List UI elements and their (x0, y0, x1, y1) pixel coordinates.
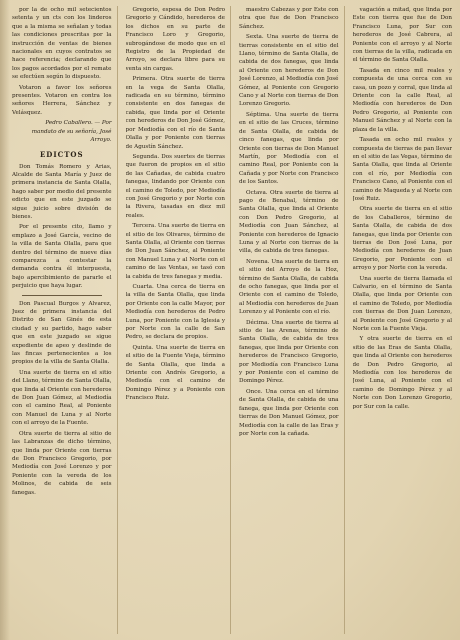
paragraph: Por el presente cito, llamo y emplazo a José García, vecino de la villa de Santa Olalla, para que dentro del término de nueve días comparezca a contestar la demanda contra él interpuesta, bajo apercibimiento de pararle el perjuicio que haya lugar. (12, 224, 112, 290)
paragraph: Otra suerte de tierra en el sitio de los Caballeros, término de Santa Olalla, de cabida de dos fanegas, que linda por Oriente con tierras de Don José Luna, por Mediodía con herederos de Juan Gregorio, por Poniente con el arroyo y por Norte con la vereda. (352, 206, 452, 272)
text-columns (12, 6, 452, 634)
paragraph: vagación a mitad, que linda por Este con tierra que fue de Don Francisco Luna, por Sur con herederos de José Cabrera, al Poniente con el arroyo y al Norte con tierras de la villa, radicada en el término de Santa Olalla. (352, 7, 452, 64)
paragraph: Tercera. Una suerte de tierra en el sitio de los Olivares, término de Santa Olalla, al Oriente con tierras de Don Juan Sánchez, al Poniente con Manuel Luna y al Norte con el camino de las Ventas, se tasó con la cabida de tres fanegas y media. (125, 223, 225, 280)
paragraph: Cuarta. Una cerca de tierra en la villa de Santa Olalla, que linda por Oriente con la calle Mayor, por Mediodía con herederos de Pedro Luna, por Poniente con la Iglesia y por Norte con la calle de San Pedro, se declara de propios. (125, 284, 225, 341)
paragraph: Gregorio, espesa de Don Pedro Gregorio y Cándido, herederos de los dichos en su parte de Francisco Loro y Gregorio, subrogándose de modo que en el Registro de la Propiedad de Arroyo, se declara libre para su venta sin cargas. (125, 7, 225, 72)
column-4 (353, 6, 453, 634)
paragraph: Tasada en ocho mil reales y compuesta de tierras de pan llevar en el sitio de las Vegas, término de Santa Olalla, que linda al Oriente con el río, por Mediodía con Francisco Cano, al Poniente con el camino de Maqueda y al Norte con José Ruiz. (352, 137, 452, 202)
paragraph: Once. Una cerca en el término de Santa Olalla, de cabida de una fanega, que linda por Oriente con tierras de Don Manuel Gómez, por Mediodía con la calle de las Eras y por Norte con la cañada. (239, 388, 339, 437)
paragraph: Primera. Otra suerte de tierra en la vega de Santa Olalla, radicada en su término, término consistente en dos fanegas de cabida, que linda por el Oriente con herederos de Don José Gómez, por Mediodía con el río de Santa Olalla y por Poniente con tierras de Agustín Sánchez. (125, 76, 225, 150)
paragraph: Segunda. Dos suertes de tierras que fueron de propios en el sitio de las Cañadas, de cabida cuatro fanegas, lindando por Oriente con el camino de Toledo, por Mediodía con José Gregorio y por Norte con la Rivera, tasadas en diez mil reales. (125, 153, 225, 219)
paragraph: Novena. Una suerte de tierra en el sitio del Arroyo de la Hoz, término de Santa Olalla, de cabida de ocho fanegas, que linda por el Oriente con el camino de Toledo, al Mediodía con herederos de Juan Lorenzo y al Poniente con el río. (239, 258, 339, 316)
paragraph: Octava. Otra suerte de tierra al pago de Benabal, término de Santa Olalla, que linda al Oriente con Don Pedro Gregorio, al Mediodía con Juan Sánchez, al Poniente con herederos de Ignacio Luna y al Norte con tierras de la villa, de cabida de tres fanegas. (239, 189, 339, 255)
column-2 (126, 6, 232, 634)
paragraph: Don Pascual Burgos y Alvarez, Juez de primera instancia del Distrito de San Ginés de esta ciudad y su partido, hago saber que en este juzgado se sigue expediente de apeo y deslinde de las fincas pertenecientes a los propios de la villa de Santa Olalla. (12, 300, 112, 366)
paragraph: Don Tomás Romero y Arias, Alcalde de Santa María y Juez de primera instancia de Santa Olalla, hago saber por medio del presente edicto que en este juzgado se sigue juicio sobre división de bienes. (12, 163, 112, 220)
column-1 (12, 6, 118, 634)
paragraph: por la de ocho mil setecientos setenta y un cts con los linderos que a la misma se señalan y todas las condiciones prescritas por la instrucción de ventas de bienes nacionales en cuyos contratos se hace referencia; declarando que los pagos acordados por el remate se efectúen según lo dispuesto. (12, 7, 112, 81)
paragraph: Y otra suerte de tierra en el sitio de las Eras de Santa Olalla, que linda al Oriente con herederos de Don Pedro Gregorio, al Mediodía con los herederos de José Luna, al Poniente con el camino de Domingo Pérez y al Norte con Don Lorenzo Gregorio, por Sur con la calle. (352, 336, 452, 410)
section-divider (22, 295, 102, 296)
paragraph: Décima. Una suerte de tierra al sitio de las Arenas, término de Santa Olalla, de cabida de tres fanegas, que linda por Oriente con herederos de Francisco Gregorio, por Mediodía con Francisco Luna y por Poniente con el camino de Domingo Pérez. (239, 319, 339, 385)
paragraph: maestro Cabezas y por Este con otra que fue de Don Francisco Sánchez. (239, 7, 339, 30)
column-3 (239, 6, 345, 634)
paragraph: Otra suerte de tierra al sitio de las Labranzas de dicho término, que linda por Oriente con tierras de Don Francisco Gregorio, por Mediodía con José Lorenzo y por Poniente con la vereda de los Molinos, de cabida de seis fanegas. (12, 430, 112, 496)
signature-line: Pedro Caballero. — Por mandato de su señoría, José Arroyo. (31, 120, 112, 144)
paragraph: Séptima. Una suerte de tierra en el sitio de las Cruces, término de Santa Olalla, de cabida de cinco fanegas, que linda por Oriente con tierras de Don Manuel Martín, por Mediodía con el camino Real, por Poniente con la Cañada y por Norte con Francisco de los Santos. (239, 111, 339, 186)
paragraph: Tasada en cinco mil reales y compuesta de una cerca con su casa, un pozo y corral, que linda al Oriente con la calle Real, al Mediodía con herederos de Don Pedro Gregorio, al Poniente con Manuel Sánchez y al Norte con la plaza de la villa. (352, 67, 452, 133)
paragraph: Sexta. Una suerte de tierra de tierras consistente en el sitio del Llano, término de Santa Olalla, de cabida de dos fanegas, que linda al Oriente con herederos de Don José Lorenzo, al Mediodía con José Gómez, al Poniente con Gregorio Cano y al Norte con tierras de Don Lorenzo Gregorio. (239, 34, 339, 108)
paragraph: Una suerte de tierra llamada el Calvario, en el término de Santa Olalla, que linda por Oriente con el camino de Toledo, por Mediodía con tierras de Don Juan Lorenzo, al Poniente con José Gregorio y al Norte con la Fuente Vieja. (352, 275, 452, 333)
paragraph: Votaron a favor los señores presentes. Votaron en contra los señores Herrera, Sánchez y Velásquez. (12, 84, 112, 116)
paragraph: Una suerte de tierra en el sitio del Llano, término de Santa Olalla, que linda al Oriente con herederos de Don Juan Gómez, al Mediodía con el camino Real, al Poniente con Manuel de Luna y al Norte con el arroyo de la Fuente. (12, 369, 112, 427)
paragraph: Quinta. Una suerte de tierra en el sitio de la Fuente Vieja, término de Santa Olalla, que linda a Oriente con Andrés Gregorio, a Mediodía con el camino de Domingo Pérez y a Poniente con Francisco Ruiz. (125, 344, 225, 402)
section-heading: EDICTOS (39, 149, 84, 159)
